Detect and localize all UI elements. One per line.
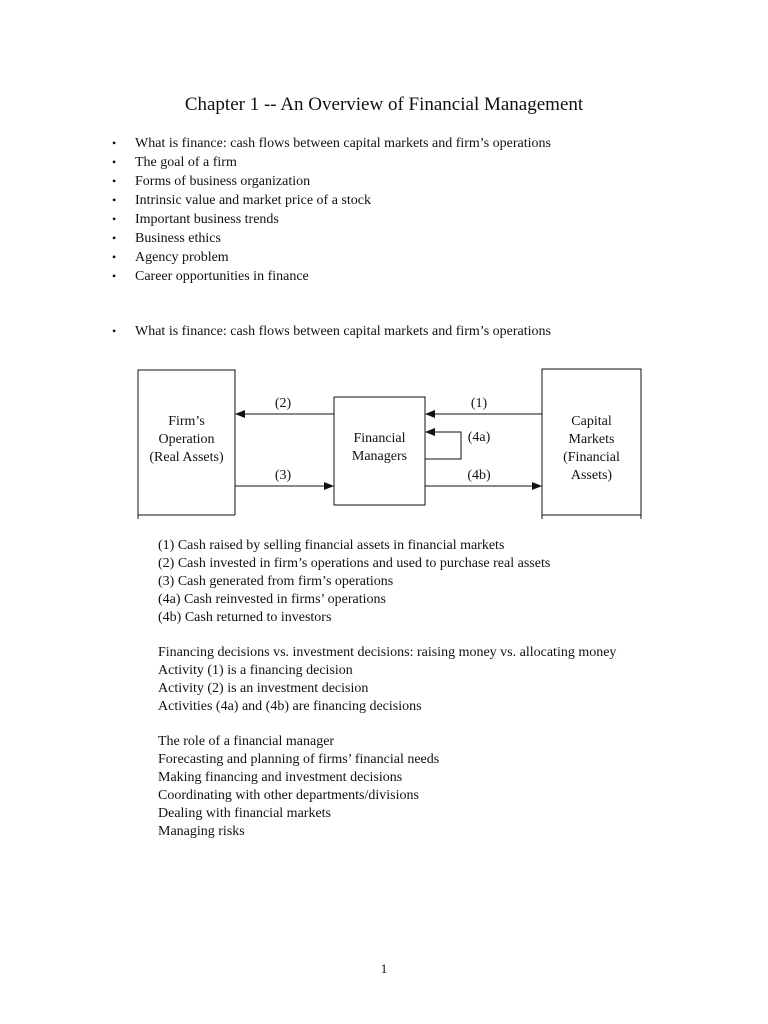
legend-item: (1) Cash raised by selling financial assets in financial markets — [158, 538, 505, 553]
text-line: The role of a financial manager — [158, 734, 335, 749]
topic-list — [112, 134, 551, 286]
arrow-1-label: (1) — [470, 396, 488, 411]
bullet-icon: • — [112, 136, 117, 150]
list-item — [112, 191, 551, 210]
bullet-icon: • — [112, 250, 117, 264]
list-item-text: Important business trends — [135, 212, 279, 227]
manager-box-label: Financial Managers — [351, 431, 408, 464]
legend-item: (3) Cash generated from firm’s operations — [158, 574, 394, 589]
legend-item: (4a) Cash reinvested in firms’ operations — [158, 592, 386, 607]
role-paragraph — [158, 733, 439, 841]
page-title: Chapter 1 -- An Overview of Financial Management — [184, 94, 584, 115]
list-item — [112, 267, 551, 286]
list-item — [112, 153, 551, 172]
legend-item: (4b) Cash returned to investors — [158, 610, 332, 625]
text-line: Managing risks — [158, 824, 245, 839]
page-number: 1 — [380, 961, 388, 976]
cash-flow-diagram — [0, 360, 768, 530]
text-line: Forecasting and planning of firms’ financial needs — [158, 752, 440, 767]
legend-item: (2) Cash invested in firm’s operations and used to purchase real assets — [158, 556, 551, 571]
list-item — [112, 210, 551, 229]
text-line: Coordinating with other departments/divisions — [158, 788, 419, 803]
list-item-text: The goal of a firm — [135, 155, 237, 170]
bullet-icon: • — [112, 231, 117, 245]
bullet-icon: • — [112, 193, 117, 207]
firm-box-label: Firm’s Operation (Real Assets) — [149, 414, 224, 465]
arrow-4a — [425, 432, 461, 459]
bullet-icon: • — [112, 212, 117, 226]
text-line: Activity (1) is a financing decision — [158, 663, 353, 678]
arrow-4b-label: (4b) — [467, 468, 491, 483]
bullet-icon: • — [112, 174, 117, 188]
text-line: Dealing with financial markets — [158, 806, 331, 821]
arrow-3-label: (3) — [274, 468, 292, 483]
text-line: Activities (4a) and (4b) are financing decisions — [158, 699, 422, 714]
bullet-icon: • — [112, 155, 117, 169]
list-item-text: Forms of business organization — [135, 174, 311, 189]
section-heading — [112, 322, 551, 341]
section-heading-list — [112, 322, 551, 341]
bullet-icon: • — [112, 324, 117, 338]
section-heading-text: What is finance: cash flows between capital markets and firm’s operations — [135, 324, 551, 339]
list-item — [112, 172, 551, 191]
arrow-4a-label: (4a) — [467, 430, 491, 445]
market-box-label: Capital Markets (Financial Assets) — [563, 414, 620, 483]
list-item-text: What is finance: cash flows between capital markets and firm’s operations — [135, 136, 551, 151]
arrow-2-label: (2) — [274, 396, 292, 411]
list-item — [112, 134, 551, 153]
list-item — [112, 229, 551, 248]
bullet-icon: • — [112, 269, 117, 283]
cash-flow-legend — [158, 537, 550, 627]
text-line: Making financing and investment decisions — [158, 770, 403, 785]
text-line: Financing decisions vs. investment decisions: raising money vs. allocating money — [158, 645, 617, 660]
list-item-text: Business ethics — [135, 231, 221, 246]
list-item-text: Agency problem — [135, 250, 229, 265]
list-item-text: Intrinsic value and market price of a stock — [135, 193, 371, 208]
list-item-text: Career opportunities in finance — [135, 269, 309, 284]
decisions-paragraph — [158, 644, 616, 716]
list-item — [112, 248, 551, 267]
text-line: Activity (2) is an investment decision — [158, 681, 369, 696]
